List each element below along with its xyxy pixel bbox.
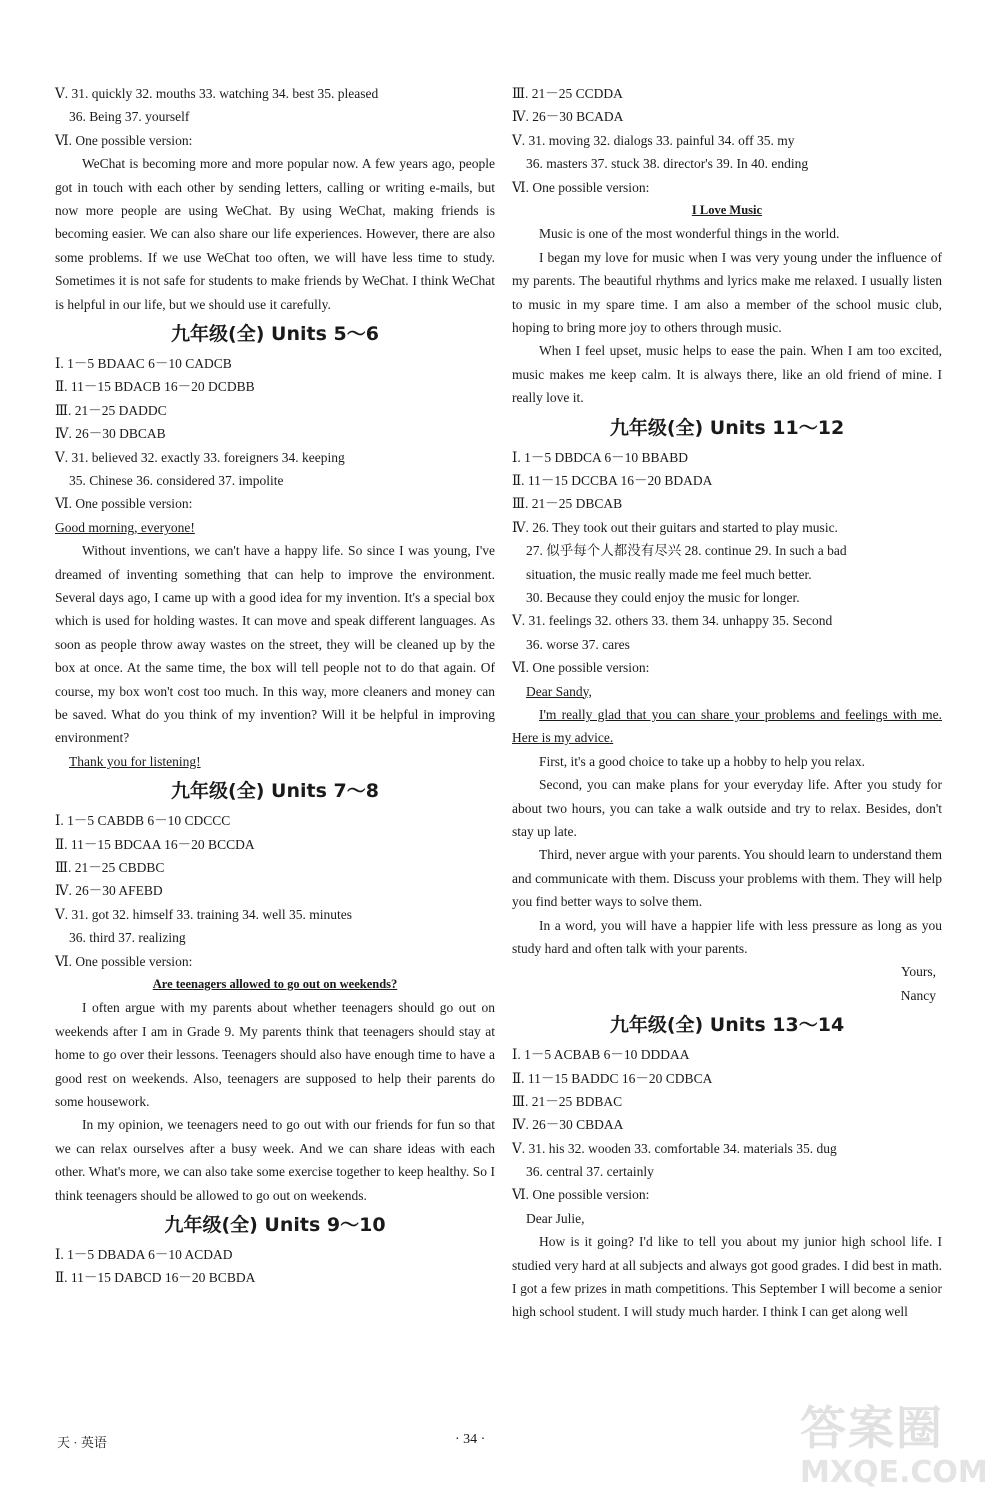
section-heading: 九年级(全) Units 13～14 (609, 1014, 845, 1037)
answer-line: Ⅰ. 1－5 DBADA 6－10 ACDAD (55, 1246, 233, 1262)
answer-line: Ⅲ. 21－25 CCDDA (512, 86, 623, 101)
answer-line: Ⅳ. 26－30 DBCAB (55, 426, 166, 442)
page-number: · 34 · (455, 1432, 486, 1447)
answer-line: 35. Chinese 36. considered 37. impolite (69, 472, 284, 488)
answer-line: 36. masters 37. stuck 38. director's 39. In 40. ending (526, 156, 809, 172)
essay-paragraph: Third, never argue with your parents. You should learn to understand them and communicate with them. Discuss your problems with them. They will help you find better ways to solve them. (512, 847, 942, 910)
answer-line: Ⅱ. 11－15 BADDC 16－20 CDBCA (512, 1070, 713, 1086)
essay-title (512, 199, 942, 222)
essay-paragraph: I often argue with my parents about whether teenagers should go out on weekends after I am in Grade 9. My parents think that teenagers should stay at home to go over their lessons. Teenagers should also have enough time to have a good rest on weekends. Also, teenagers are supposed to help their parents do some housework. (55, 1000, 495, 1109)
letter-signoff: Yours, (900, 964, 936, 980)
answer-line: 30. Because they could enjoy the music for longer. (526, 589, 800, 605)
answer-line: Ⅵ. One possible version: (55, 496, 193, 512)
answer-line: Ⅵ. One possible version: (512, 179, 650, 195)
answer-line: 36. worse 37. cares (526, 636, 630, 652)
essay-paragraph: In a word, you will have a happier life with less pressure as long as you study hard and often talk with your parents. (512, 917, 942, 956)
answer-line: situation, the music really made me feel much better. (526, 566, 812, 582)
underlined-line (55, 750, 495, 773)
watermark-logo (800, 1400, 990, 1495)
answer-line: Ⅵ. One possible version: (55, 132, 193, 148)
answer-line: Ⅲ. 21－25 CBDBC (55, 859, 165, 875)
essay-paragraph: Second, you can make plans for your everyday life. After you study for about two hours, you can take a walk outside and try to relax. Besides, don't stay up late. (512, 777, 942, 839)
answer-line: Ⅲ. 21－25 BDBAC (512, 1093, 623, 1109)
answer-line: Ⅴ. 31. feelings 32. others 33. them 34. unhappy 35. Second (512, 613, 833, 629)
essay-title (55, 973, 495, 996)
answer-line: Ⅱ. 11－15 BDACB 16－20 DCDBB (55, 379, 255, 395)
answer-line: Ⅳ. 26. They took out their guitars and started to play music. (512, 519, 838, 535)
answer-line: Ⅳ. 26－30 CBDAA (512, 1117, 624, 1133)
answer-line: Ⅱ. 11－15 DCCBA 16－20 BDADA (512, 472, 713, 488)
answer-line: Ⅵ. One possible version: (512, 660, 650, 676)
answer-line: Ⅴ. 31. got 32. himself 33. training 34. well 35. minutes (55, 906, 352, 922)
essay-title-text: I Love Music (691, 202, 763, 217)
answer-line: Ⅵ. One possible version: (512, 1187, 650, 1203)
answer-line: Ⅲ. 21－25 DBCAB (512, 496, 623, 512)
watermark-text-en: MXQE.COM (800, 1455, 988, 1490)
essay-paragraph: First, it's a good choice to take up a hobby to help you relax. (539, 753, 865, 769)
underlined-line (55, 516, 495, 539)
answer-line: Ⅱ. 11－15 BDCAA 16－20 BCCDA (55, 836, 255, 852)
answer-line: Ⅲ. 21－25 DADDC (55, 402, 167, 418)
footer-subject-label: 天 · 英语 (57, 1435, 107, 1450)
answer-line: Ⅰ. 1－5 CABDB 6－10 CDCCC (55, 813, 231, 829)
left-column (55, 82, 495, 1290)
answer-line: 27. 似乎每个人都没有尽兴 28. continue 29. In such a bad (526, 543, 847, 559)
answer-line: Ⅵ. One possible version: (55, 953, 193, 969)
underlined-text: Good morning, everyone! (55, 519, 195, 535)
answer-line: Ⅰ. 1－5 BDAAC 6－10 CADCB (55, 356, 232, 372)
answer-line: Ⅴ. 31. moving 32. dialogs 33. painful 34. off 35. my (512, 132, 795, 148)
answer-line: 36. central 37. certainly (526, 1164, 654, 1180)
section-heading: 九年级(全) Units 9～10 (164, 1213, 386, 1236)
essay-paragraph: When I feel upset, music helps to ease the pain. When I am too excited, music makes me keep calm. It is always there, like an old friend of mine. I really love it. (512, 343, 942, 406)
answer-line: Ⅴ. 31. his 32. wooden 33. comfortable 34. materials 35. dug (512, 1140, 837, 1156)
answer-line: 36. Being 37. yourself (69, 109, 190, 125)
answer-line: Ⅴ. 31. quickly 32. mouths 33. watching 34. best 35. pleased (55, 86, 379, 101)
answer-line: 36. third 37. realizing (69, 930, 186, 946)
answer-line: Ⅴ. 31. believed 32. exactly 33. foreigners 34. keeping (55, 449, 345, 465)
right-column (512, 82, 942, 1324)
answer-line: Dear Julie, (526, 1210, 585, 1226)
section-heading: 九年级(全) Units 5～6 (171, 323, 379, 346)
answer-line: Ⅰ. 1－5 DBDCA 6－10 BBABD (512, 449, 688, 465)
essay-paragraph: Without inventions, we can't have a happy life. So since I was young, I've dreamed of inventing something that can help to improve the environment. Several days ago, I came up with a good idea for my invention. It's a special box which is used for holding wastes. It can move and speak different languages. As soon as people throw away wastes on the street, they will be cleaned up by the box at once. At the same time, the box will tell people not to do that again. Of course, my box won't cost too much. In this way, more cleaners and money can be saved. What do you think of my invention? Will it be helpful in improving environment? (55, 543, 495, 746)
answer-line: Ⅳ. 26－30 BCADA (512, 109, 624, 125)
essay-paragraph: In my opinion, we teenagers need to go out with our friends for fun so that we can relax ourselves after a busy week. And we can share ideas with each other. What's more, we can also take some exercise together to keep healthy. So I think teenagers should be allowed to go out on weekends. (55, 1117, 495, 1203)
watermark-text-cn: 答案圈 (800, 1401, 944, 1455)
essay-paragraph: WeChat is becoming more and more popular now. A few years ago, people got in touch with each other by sending letters, calling or writing e-mails, but now more people are using WeChat. By using WeChat, making friends is becoming easier. We can also share our life experiences. However, there are also some problems. If we use WeChat too often, we will have less time to study. Sometimes it is not safe for students to make friends by WeChat. I think WeChat is helpful in our life, but we should use it carefully. (55, 156, 495, 312)
essay-paragraph: Music is one of the most wonderful things in the world. (539, 226, 840, 242)
section-heading: 九年级(全) Units 11～12 (609, 416, 845, 439)
answer-line: Ⅳ. 26－30 AFEBD (55, 883, 163, 899)
essay-title-text: Are teenagers allowed to go out on weekends? (152, 976, 398, 991)
answer-line: Ⅰ. 1－5 ACBAB 6－10 DDDAA (512, 1047, 690, 1063)
essay-paragraph: I began my love for music when I was very young under the influence of my parents. The beautiful rhythms and lyrics make me relaxed. I usually listen to music in my spare time. I am also a member of the school music club, hoping to bring more joy to others through music. (512, 249, 942, 335)
essay-paragraph: How is it going? I'd like to tell you about my junior high school life. I studied very hard at all subjects and always got good grades. I did best in math. I got a few prizes in math competitions. This September I will become a senior high school student. I will study much harder. I think I can get along well (512, 1234, 942, 1320)
underlined-text: Dear Sandy, (526, 683, 592, 699)
letter-signoff: Nancy (900, 987, 936, 1003)
underlined-text: Thank you for listening! (69, 753, 201, 769)
answer-line: Ⅱ. 11－15 DABCD 16－20 BCBDA (55, 1270, 256, 1286)
underlined-line (512, 680, 942, 703)
essay-paragraph: I'm really glad that you can share your problems and feelings with me. Here is my advice. (512, 706, 942, 746)
section-heading: 九年级(全) Units 7～8 (171, 780, 379, 803)
